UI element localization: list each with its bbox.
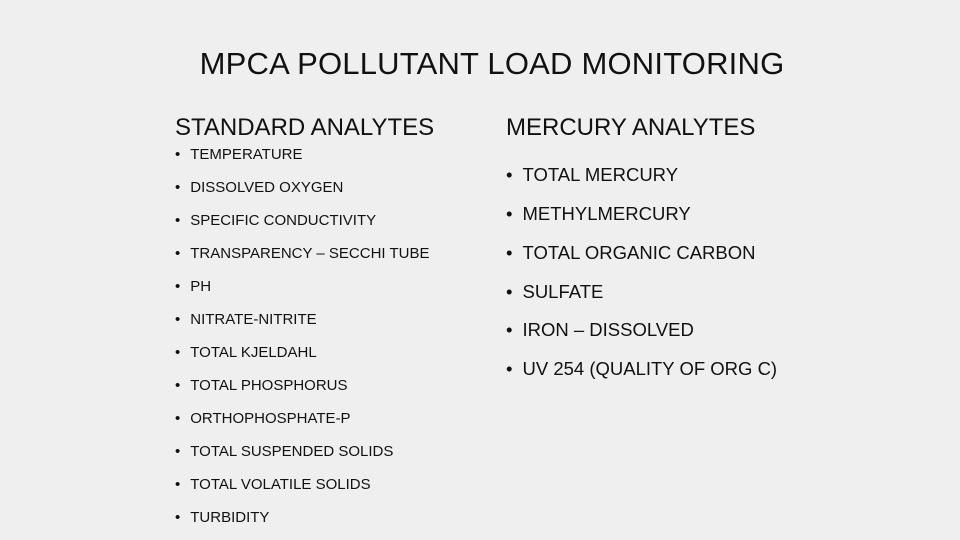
list-item (506, 242, 755, 264)
standard-analytes-heading: STANDARD ANALYTES (175, 114, 435, 141)
list-item (175, 245, 430, 262)
list-item (175, 377, 348, 394)
mercury-analytes-heading: MERCURY ANALYTES (506, 114, 756, 141)
bullet: • (175, 509, 181, 526)
list-item (506, 319, 694, 341)
bullet: • (506, 242, 513, 263)
list-item-label: SULFATE (522, 281, 604, 302)
list-item-label: TOTAL MERCURY (522, 164, 679, 185)
list-item-label: TOTAL SUSPENDED SOLIDS (190, 443, 394, 460)
list-item-label: TOTAL VOLATILE SOLIDS (190, 476, 371, 493)
list-item (506, 358, 777, 380)
list-item-label: METHYLMERCURY (522, 203, 691, 224)
bullet: • (506, 358, 513, 379)
list-item (175, 476, 371, 493)
list-item-label: TEMPERATURE (190, 146, 303, 163)
list-item-label: TRANSPARENCY – SECCHI TUBE (190, 245, 430, 262)
slide-title: MPCA POLLUTANT LOAD MONITORING (199, 46, 785, 81)
list-item-label: TOTAL KJELDAHL (190, 344, 317, 361)
list-item-label: TURBIDITY (190, 509, 270, 526)
bullet: • (506, 281, 513, 302)
list-item-label: UV 254 (QUALITY OF ORG C) (522, 358, 778, 379)
bullet: • (175, 311, 181, 328)
list-item-label: TOTAL ORGANIC CARBON (522, 242, 756, 263)
list-item-label: NITRATE-NITRITE (190, 311, 317, 328)
list-item (506, 281, 603, 303)
bullet: • (175, 410, 181, 427)
bullet: • (175, 377, 181, 394)
list-item-label: SPECIFIC CONDUCTIVITY (190, 212, 377, 229)
list-item (175, 146, 303, 163)
list-item-label: DISSOLVED OXYGEN (190, 179, 344, 196)
list-item (506, 164, 678, 186)
list-item (175, 410, 351, 427)
bullet: • (175, 278, 181, 295)
list-item (175, 179, 343, 196)
bullet: • (175, 245, 181, 262)
bullet: • (175, 146, 181, 163)
list-item-label: TOTAL PHOSPHORUS (190, 377, 348, 394)
bullet: • (175, 476, 181, 493)
bullet: • (175, 443, 181, 460)
list-item (175, 278, 211, 295)
bullet: • (506, 164, 513, 185)
list-item (506, 203, 691, 225)
list-item-label: IRON – DISSOLVED (522, 319, 694, 340)
list-item (175, 344, 317, 361)
bullet: • (175, 344, 181, 361)
list-item (175, 443, 393, 460)
list-item-label: ORTHOPHOSPHATE-P (190, 410, 351, 427)
list-item (175, 509, 269, 526)
bullet: • (175, 212, 181, 229)
bullet: • (506, 203, 513, 224)
list-item (175, 212, 376, 229)
list-item-label: PH (190, 278, 212, 295)
bullet: • (506, 319, 513, 340)
list-item (175, 311, 317, 328)
bullet: • (175, 179, 181, 196)
